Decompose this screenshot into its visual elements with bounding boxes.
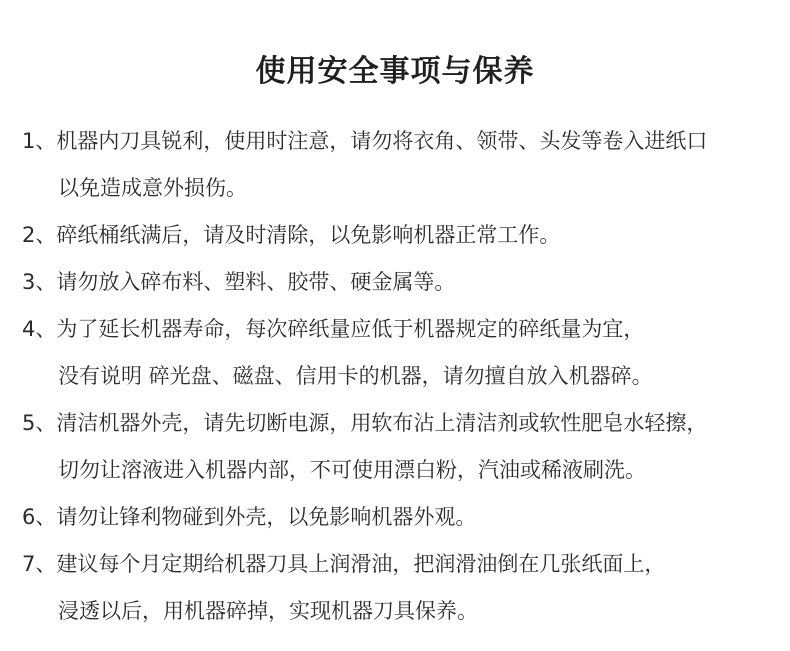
list-item-continuation: 没有说明 碎光盘、磁盘、信用卡的机器，请勿擅自放入机器碎。 bbox=[58, 364, 653, 388]
list-item bbox=[22, 541, 772, 635]
page-title: 使用安全事项与保养 bbox=[255, 54, 535, 89]
list-item-continuation: 浸透以后，用机器碎掉，实现机器刀具保养。 bbox=[58, 599, 478, 623]
list-item-continuation: 以免造成意外损伤。 bbox=[58, 176, 247, 200]
list-item-continuation: 切勿让溶液进入机器内部，不可使用漂白粉，汽油或稀液刷洗。 bbox=[58, 458, 646, 482]
list-item-text: 2、碎纸桶纸满后，请及时清除，以免影响机器正常工作。 bbox=[22, 223, 561, 247]
list-item bbox=[22, 306, 772, 400]
list-item bbox=[22, 212, 772, 259]
safety-list bbox=[22, 118, 772, 635]
list-item-text: 7、建议每个月定期给机器刀具上润滑油，把润滑油倒在几张纸面上， bbox=[22, 552, 666, 576]
list-item-text: 6、请勿让锋利物碰到外壳，以免影响机器外观。 bbox=[22, 505, 477, 529]
list-item bbox=[22, 259, 772, 306]
list-item bbox=[22, 400, 772, 494]
list-item-text: 3、请勿放入碎布料、塑料、胶带、硬金属等。 bbox=[22, 270, 456, 294]
list-item bbox=[22, 494, 772, 541]
list-item-text: 5、清洁机器外壳，请先切断电源，用软布沾上清洁剂或软性肥皂水轻擦， bbox=[22, 411, 708, 435]
list-item bbox=[22, 118, 772, 212]
list-item-text: 4、为了延长机器寿命，每次碎纸量应低于机器规定的碎纸量为宜， bbox=[22, 317, 645, 341]
list-item-text: 1、机器内刀具锐利，使用时注意，请勿将衣角、领带、头发等卷入进纸口 bbox=[22, 129, 708, 153]
